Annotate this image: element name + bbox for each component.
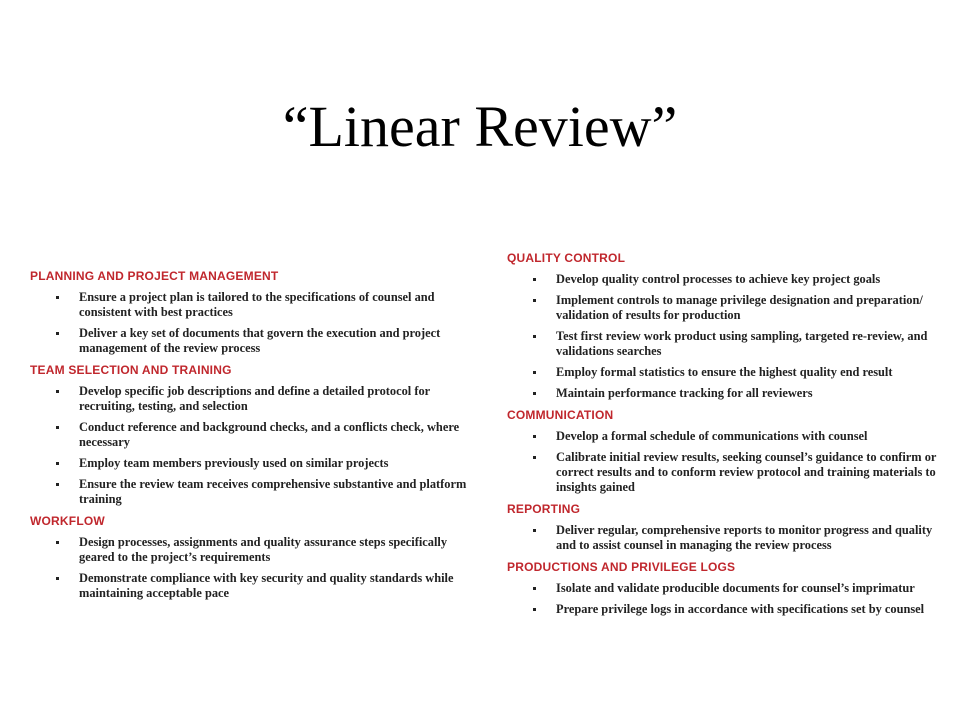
list-item — [507, 581, 952, 596]
bullet-list — [507, 581, 952, 617]
bullet-square-icon — [533, 435, 536, 438]
list-item — [30, 290, 470, 320]
list-item — [30, 571, 470, 601]
list-item — [30, 420, 470, 450]
section — [507, 407, 952, 495]
list-item — [507, 386, 952, 401]
section — [507, 501, 952, 553]
bullet-square-icon — [533, 392, 536, 395]
bullet-list — [30, 535, 470, 601]
list-item-text: Employ team members previously used on similar projects — [79, 456, 389, 470]
section-heading: QUALITY CONTROL — [507, 251, 626, 265]
list-item-text: Develop quality control processes to achieve key project goals — [556, 272, 881, 286]
bullet-square-icon — [56, 541, 59, 544]
list-item — [507, 429, 952, 444]
list-item — [507, 272, 952, 287]
list-item — [30, 456, 470, 471]
left-column — [30, 268, 470, 607]
list-item-text: Design processes, assignments and quality assurance steps specifically geared to the project’s requirements — [79, 535, 448, 564]
bullet-square-icon — [533, 335, 536, 338]
bullet-square-icon — [56, 426, 59, 429]
list-item-text: Develop a formal schedule of communications with counsel — [556, 429, 868, 443]
bullet-square-icon — [56, 577, 59, 580]
list-item-text: Ensure a project plan is tailored to the specifications of counsel and consistent with best practices — [79, 290, 435, 319]
bullet-square-icon — [56, 332, 59, 335]
list-item-text: Maintain performance tracking for all reviewers — [556, 386, 813, 400]
section-heading: WORKFLOW — [30, 514, 105, 528]
list-item — [30, 384, 470, 414]
bullet-list — [30, 384, 470, 507]
bullet-square-icon — [533, 587, 536, 590]
list-item — [507, 450, 952, 495]
list-item-text: Deliver a key set of documents that govern the execution and project management of the review process — [79, 326, 441, 355]
list-item — [30, 326, 470, 356]
list-item — [507, 365, 952, 380]
list-item-text: Deliver regular, comprehensive reports to monitor progress and quality and to assist counsel in managing the review process — [556, 523, 933, 552]
section — [507, 250, 952, 401]
bullet-square-icon — [56, 462, 59, 465]
bullet-list — [507, 523, 952, 553]
section-heading: PRODUCTIONS AND PRIVILEGE LOGS — [507, 560, 736, 574]
slide-title: “Linear Review” — [282, 94, 678, 159]
list-item-text: Calibrate initial review results, seeking counsel’s guidance to confirm or correct results and to conform review protocol and training materials to insights gained — [556, 450, 937, 494]
list-item — [507, 602, 952, 617]
list-item-text: Isolate and validate producible documents for counsel’s imprimatur — [556, 581, 915, 595]
right-column — [507, 250, 952, 623]
list-item-text: Prepare privilege logs in accordance with specifications set by counsel — [556, 602, 925, 616]
list-item — [507, 523, 952, 553]
list-item-text: Test first review work product using sampling, targeted re-review, and validations searches — [556, 329, 928, 358]
list-item — [507, 329, 952, 359]
bullet-square-icon — [533, 456, 536, 459]
list-item-text: Ensure the review team receives comprehensive substantive and platform training — [79, 477, 467, 506]
bullet-square-icon — [56, 483, 59, 486]
section-heading: COMMUNICATION — [507, 408, 614, 422]
section — [30, 513, 470, 601]
bullet-square-icon — [533, 299, 536, 302]
section-heading: TEAM SELECTION AND TRAINING — [30, 363, 232, 377]
bullet-list — [507, 429, 952, 495]
section — [30, 362, 470, 507]
section — [30, 268, 470, 356]
bullet-square-icon — [533, 608, 536, 611]
list-item — [30, 477, 470, 507]
list-item — [30, 535, 470, 565]
bullet-list — [30, 290, 470, 356]
list-item-text: Employ formal statistics to ensure the highest quality end result — [556, 365, 893, 379]
bullet-list — [507, 272, 952, 401]
bullet-square-icon — [533, 371, 536, 374]
bullet-square-icon — [533, 278, 536, 281]
section — [507, 559, 952, 617]
section-heading: PLANNING AND PROJECT MANAGEMENT — [30, 269, 279, 283]
list-item-text: Conduct reference and background checks, and a conflicts check, where necessary — [79, 420, 460, 449]
bullet-square-icon — [56, 390, 59, 393]
section-heading: REPORTING — [507, 502, 581, 516]
list-item — [507, 293, 952, 323]
list-item-text: Implement controls to manage privilege designation and preparation/ validation of results for production — [556, 293, 923, 322]
bullet-square-icon — [56, 296, 59, 299]
list-item-text: Develop specific job descriptions and define a detailed protocol for recruiting, testing, and selection — [79, 384, 430, 413]
bullet-square-icon — [533, 529, 536, 532]
list-item-text: Demonstrate compliance with key security and quality standards while maintaining acceptable pace — [79, 571, 454, 600]
